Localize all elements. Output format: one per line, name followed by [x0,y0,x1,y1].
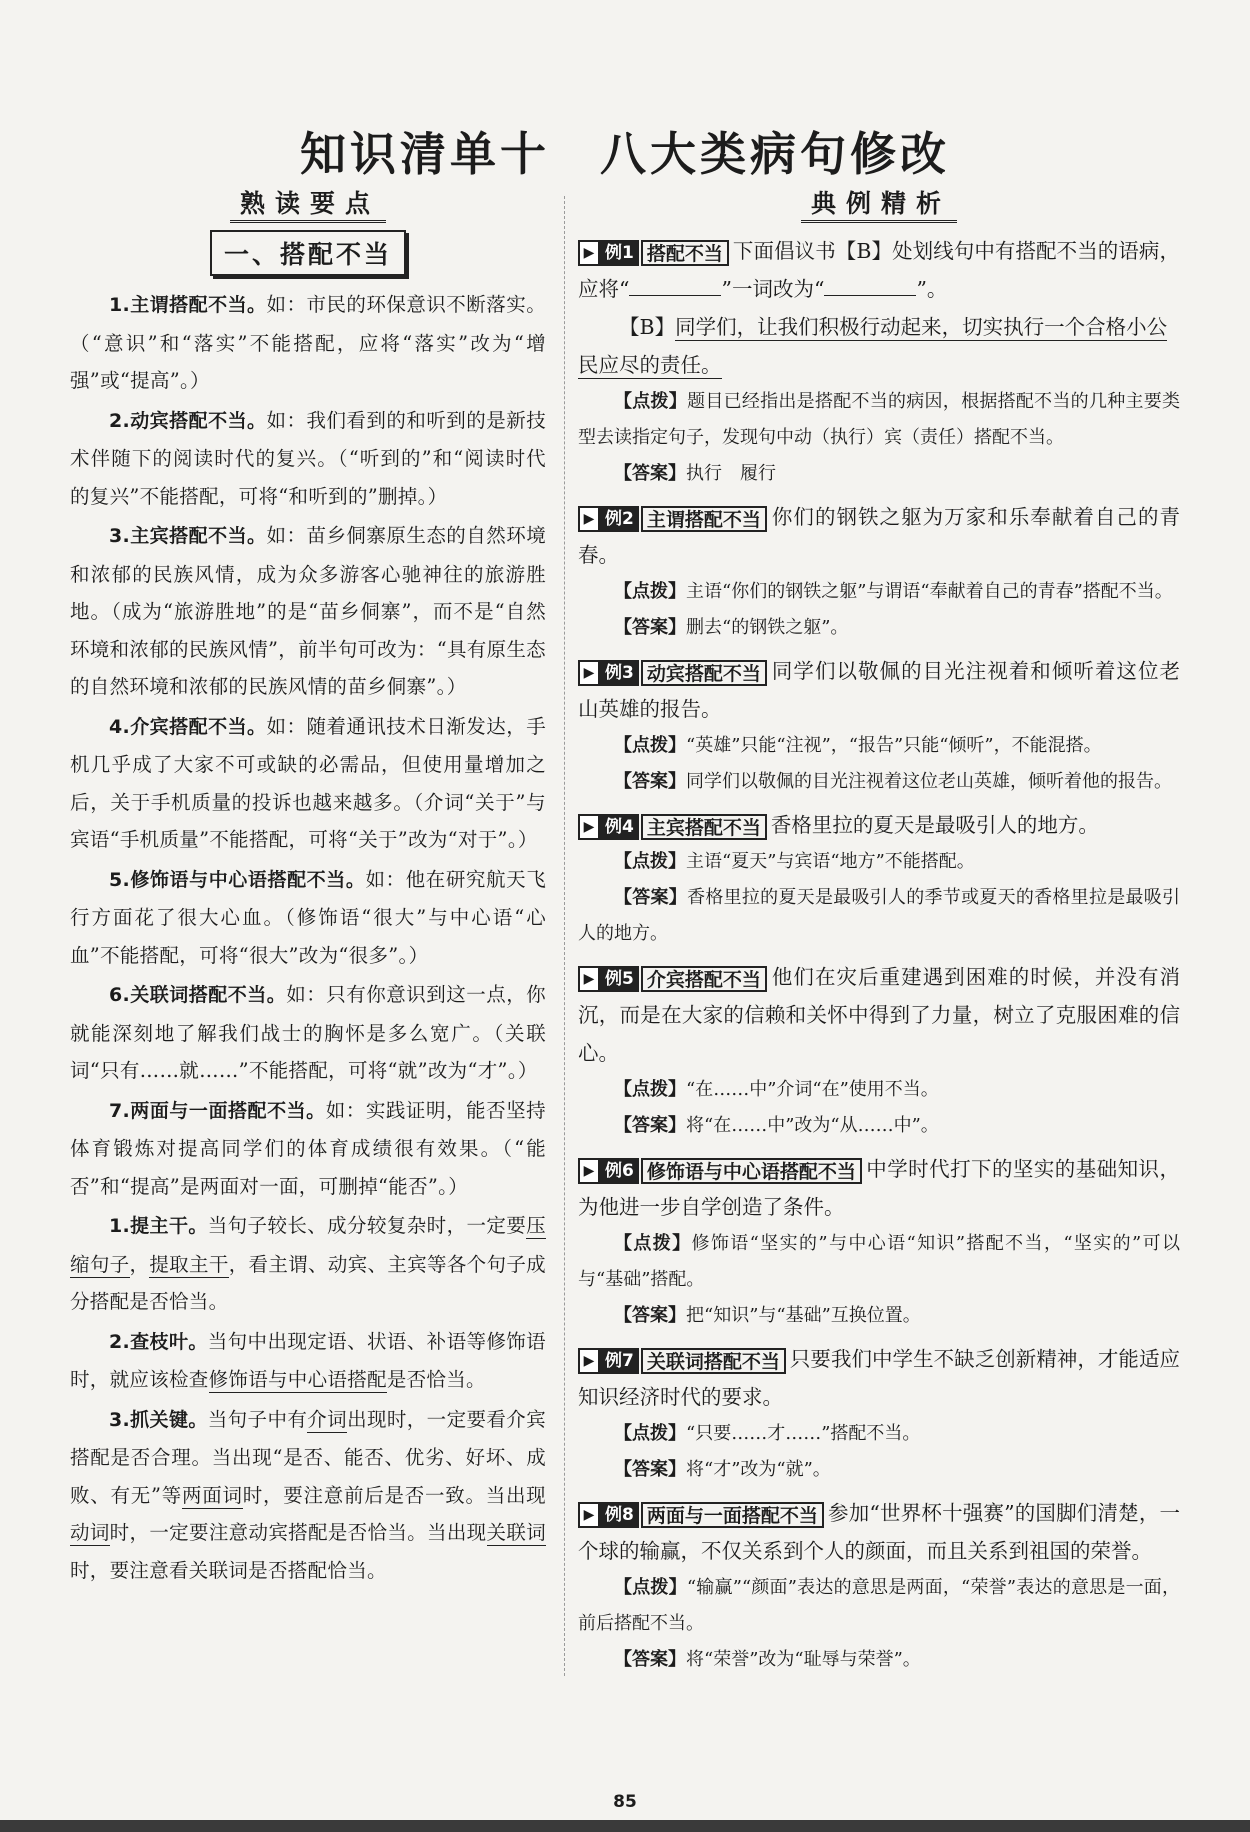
rule-paragraph: 1.主谓搭配不当。如：市民的环保意识不断落实。（“意识”和“落实”不能搭配，应将“落实”改为“增强”或“提高”。） [70,293,546,392]
method-paragraph: 3.抓关键。当句子中有介词出现时，一定要看介宾搭配是否合理。当出现“是否、能否、优劣、好坏、成败、有无”等两面词时，要注意前后是否一致。当出现动词时，一定要注意动宾搭配是否恰当。当出现关联词时，要注意看关联词是否搭配恰当。 [70,1407,546,1582]
rule-paragraph: 2.动宾搭配不当。如：我们看到的和听到的是新技术伴随下的阅读时代的复兴。（“听到的”和“阅读时代的复兴”不能搭配，可将“和听到的”删掉。） [70,408,546,508]
example-block: ▶ 例6 修饰语与中心语搭配不当 中学时代打下的坚实的基础知识，为他进一步自学创造了条件。 【点拨】修饰语“坚实的”与中心语“知识”搭配不当，“坚实的”可以与“基础”搭配。 【答案】把“知识”与“基础”互换位置。 [578,1157,1181,1326]
example-block: ▶ 例1 搭配不当 下面倡议书【B】处划线句中有搭配不当的语病，应将“ ”一词改为“ ”。 【B】同学们，让我们积极行动起来，切实执行一个合格小公民应尽的责任。 【点拨】题目已经指出是搭配不当的病因，根据搭配不当的几种主要类型去读指定句子，发现句中动（执行）宾（责任）搭配不当。 【答案】执行 履行 [578,239,1181,484]
example-tag: ▶ 例1 [578,240,639,266]
example-tag: ▶ 例7 [578,1348,639,1374]
play-triangle-icon: ▶ [578,966,600,992]
example-label: 介宾搭配不当 [641,966,767,992]
example-label: 主谓搭配不当 [641,506,767,532]
example-label: 主宾搭配不当 [641,814,767,840]
answer-blank [629,273,721,296]
play-triangle-icon: ▶ [578,240,600,266]
page-number: 85 [613,1792,637,1812]
column-divider [564,196,565,1676]
rule-paragraph: 5.修饰语与中心语搭配不当。如：他在研究航天飞行方面花了很大心血。（修饰语“很大”与中心语“心血”不能搭配，可将“很大”改为“很多”。） [70,867,546,967]
example-label: 动宾搭配不当 [641,660,767,686]
play-triangle-icon: ▶ [578,1348,600,1374]
play-triangle-icon: ▶ [578,814,600,840]
right-column [578,186,1180,1678]
example-block: ▶ 例4 主宾搭配不当 香格里拉的夏天是最吸引人的地方。 【点拨】主语“夏天”与宾语“地方”不能搭配。 【答案】香格里拉的夏天是最吸引人的季节或夏天的香格里拉是最吸引人的地方。 [578,813,1181,944]
rule-paragraph: 7.两面与一面搭配不当。如：实践证明，能否坚持体育锻炼对提高同学们的体育成绩很有效果。（“能否”和“提高”是两面对一面，可删掉“能否”。） [70,1098,546,1198]
method-paragraph: 2.查枝叶。当句中出现定语、状语、补语等修饰语时，就应该检查修饰语与中心语搭配是否恰当。 [70,1329,546,1391]
rule-paragraph: 3.主宾搭配不当。如：苗乡侗寨原生态的自然环境和浓郁的民族风情，成为众多游客心驰神往的旅游胜地。（成为“旅游胜地”的是“苗乡侗寨”，而不是“自然环境和浓郁的民族风情”，前半句可改为：“具有原生态的自然环境和浓郁的民族风情的苗乡侗寨”。） [70,524,546,698]
title-part1: 知识清单十 [300,127,550,181]
right-section-heading: 典例精析 [578,186,1180,222]
example-label: 两面与一面搭配不当 [641,1502,824,1528]
page-title [0,118,1250,184]
example-block: ▶ 例7 关联词搭配不当 只要我们中学生不缺乏创新精神，才能适应知识经济时代的要求。 【点拨】“只要……才……”搭配不当。 【答案】将“才”改为“就”。 [578,1347,1180,1480]
scan-bottom-edge [0,1820,1250,1832]
example-tag: ▶ 例6 [578,1158,639,1184]
play-triangle-icon: ▶ [578,1502,600,1528]
left-column [70,186,546,1589]
play-triangle-icon: ▶ [578,506,600,532]
example-tag: ▶ 例4 [578,814,639,840]
play-triangle-icon: ▶ [578,660,600,686]
category-heading: 一、搭配不当 [210,230,406,276]
answer-blank [824,273,916,296]
example-label: 修饰语与中心语搭配不当 [641,1158,862,1184]
example-block: ▶ 例8 两面与一面搭配不当 参加“世界杯十强赛”的国脚们清楚，一个球的输赢，不仅关系到个人的颜面，而且关系到祖国的荣誉。 【点拨】“输赢”“颜面”表达的意思是两面，“荣誉”表达的意思是一面，前后搭配不当。 【答案】将“荣誉”改为“耻辱与荣誉”。 [578,1501,1181,1670]
play-triangle-icon: ▶ [578,1158,600,1184]
rule-paragraph: 6.关联词搭配不当。如：只有你意识到这一点，你就能深刻地了解我们战士的胸怀是多么宽广。（关联词“只有……就……”不能搭配，可将“就”改为“才”。） [70,983,546,1082]
method-paragraph: 1.提主干。当句子较长、成分较复杂时，一定要压缩句子，提取主干，看主谓、动宾、主宾等各个句子成分搭配是否恰当。 [70,1214,546,1313]
example-block: ▶ 例3 动宾搭配不当 同学们以敬佩的目光注视着和倾听着这位老山英雄的报告。 【点拨】“英雄”只能“注视”，“报告”只能“倾听”，不能混搭。 【答案】同学们以敬佩的目光注视着这位老山英雄，倾听着他的报告。 [578,659,1180,792]
example-tag: ▶ 例8 [578,1502,639,1528]
example-tag: ▶ 例2 [578,506,639,532]
example-tag: ▶ 例3 [578,660,639,686]
rule-paragraph: 4.介宾搭配不当。如：随着通讯技术日渐发达，手机几乎成了大家不可或缺的必需品，但使用量增加之后，关于手机质量的投诉也越来越多。（介词“关于”与宾语“手机质量”不能搭配，可将“关于”改为“对于”。） [70,714,546,851]
example-block: ▶ 例5 介宾搭配不当 他们在灾后重建遇到困难的时候，并没有消沉，而是在大家的信赖和关怀中得到了力量，树立了克服困难的信心。 【点拨】“在……中”介词“在”使用不当。 【答案】将“在……中”改为“从……中”。 [578,965,1180,1136]
example-label: 关联词搭配不当 [641,1348,786,1374]
example-block: ▶ 例2 主谓搭配不当 你们的钢铁之躯为万家和乐奉献着自己的青春。 【点拨】主语“你们的钢铁之躯”与谓语“奉献着自己的青春”搭配不当。 【答案】删去“的钢铁之躯”。 [578,505,1180,638]
title-part2: 八大类病句修改 [600,127,950,181]
example-label: 搭配不当 [641,240,729,266]
example-tag: ▶ 例5 [578,966,639,992]
left-section-heading: 熟读要点 [70,186,546,222]
